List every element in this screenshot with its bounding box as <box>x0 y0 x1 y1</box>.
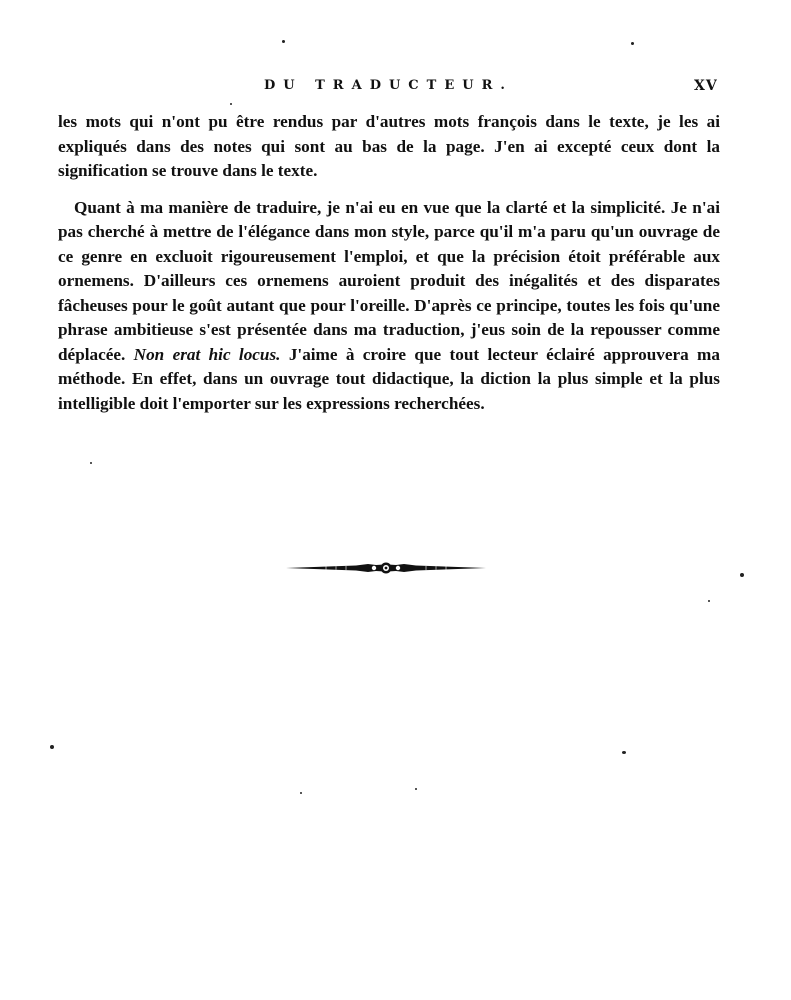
paragraph-2-end: J'aime à croire que tout lecteur éclairé approuvera ma méthode. En effet, dans un ouvrage tout didactique, la diction la plus simple et la plus intelligible doit l'emporter sur les expressions recherchées. <box>58 344 720 413</box>
paper-speck <box>230 103 232 105</box>
page-number: XV <box>694 78 718 94</box>
paper-speck <box>622 751 626 754</box>
paper-speck <box>300 792 302 794</box>
paper-speck <box>740 573 744 577</box>
running-head: DU TRADUCTEUR. <box>264 78 513 93</box>
paper-speck <box>415 788 417 790</box>
paper-speck <box>708 600 710 602</box>
latin-phrase: Non erat hic locus. <box>133 344 281 364</box>
paragraph-2 <box>58 196 720 417</box>
paper-speck <box>631 42 634 45</box>
paragraph-2-start: Quant à ma manière de traduire, je n'ai eu en vue que la clarté et la simplicité. Je n'ai pas cherché à mettre de l'élégance dans mon style, parce qu'il m'a paru qu'un ouvrage de ce genre en excluoit rigoureusement l'emploi, et que la précision étoit préférable aux ornemens. D'ailleurs ces ornemens auroient produit des inégalités et des disparates fâcheuses pour le goût autant que pour l'oreille. D'après ce principe, toutes les fois qu'une phrase ambitieuse s'est présentée dans ma traduction, j'eus soin de la repousser comme déplacée. <box>58 197 720 364</box>
tailpiece-ornament-icon <box>286 561 486 575</box>
paper-speck <box>282 40 285 43</box>
paper-speck <box>90 462 92 464</box>
paper-speck <box>50 745 54 749</box>
body-text <box>58 110 720 416</box>
paragraph-1: les mots qui n'ont pu être rendus par d'autres mots françois dans le texte, je les ai expliqués dans des notes qui sont au bas de la page. J'en ai excepté ceux dont la signification se trouve dans le texte. <box>58 112 720 180</box>
